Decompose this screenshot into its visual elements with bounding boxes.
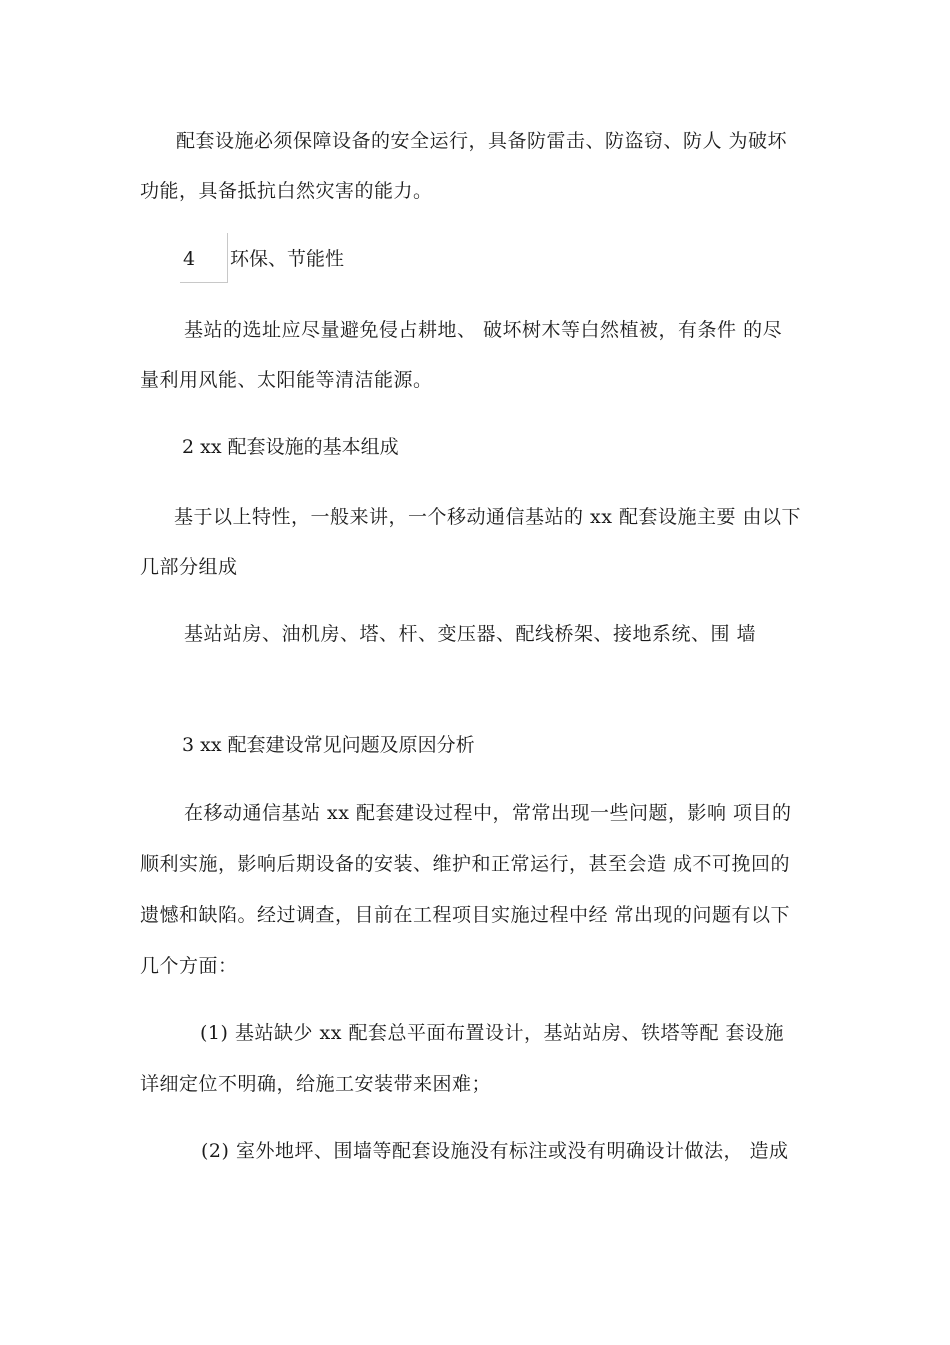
heading-4-number: 4 <box>183 248 196 270</box>
paragraph-5-line-1: 在移动通信基站 xx 配套建设过程中，常常出现一些问题，影响 项目的 <box>184 802 792 824</box>
paragraph-1-line-1: 配套设施必须保障设备的安全运行，具备防雷击、防盗窃、防人 为破坏 <box>176 130 788 152</box>
heading-4-title: 环保、节能性 <box>230 248 345 270</box>
paragraph-5-line-4: 几个方面： <box>140 955 238 977</box>
section-heading-3: 3 xx 配套建设常见问题及原因分析 <box>182 734 475 756</box>
section-heading-2: 2 xx 配套设施的基本组成 <box>182 436 399 458</box>
paragraph-4-line-1: 基站站房、油机房、塔、杆、变压器、配线桥架、接地系统、围 墙 <box>184 623 757 645</box>
list-item-1-line-2: 详细定位不明确，给施工安装带来困难； <box>140 1073 492 1095</box>
paragraph-3-line-1: 基于以上特性，一般来讲，一个移动通信基站的 xx 配套设施主要 由以下 <box>174 506 802 528</box>
paragraph-5-line-3: 遗憾和缺陷。经过调查，目前在工程项目实施过程中经 常出现的问题有以下 <box>140 904 791 926</box>
list-item-1-line-1: (1) 基站缺少 xx 配套总平面布置设计，基站站房、铁塔等配 套设施 <box>200 1022 785 1044</box>
paragraph-2-line-1: 基站的选址应尽量避免侵占耕地、 破坏树木等白然植被，有条件 的尽 <box>184 319 783 341</box>
paragraph-3-line-2: 几部分组成 <box>140 556 238 578</box>
paragraph-1-line-2: 功能，具备抵抗白然灾害的能力。 <box>140 180 433 202</box>
paragraph-5-line-2: 顺利实施，影响后期设备的安装、维护和正常运行，甚至会造 成不可挽回的 <box>140 853 791 875</box>
list-item-2-line-1: (2) 室外地坪、围墙等配套设施没有标注或没有明确设计做法， 造成 <box>201 1140 789 1162</box>
paragraph-2-line-2: 量利用风能、太阳能等清洁能源。 <box>140 369 433 391</box>
